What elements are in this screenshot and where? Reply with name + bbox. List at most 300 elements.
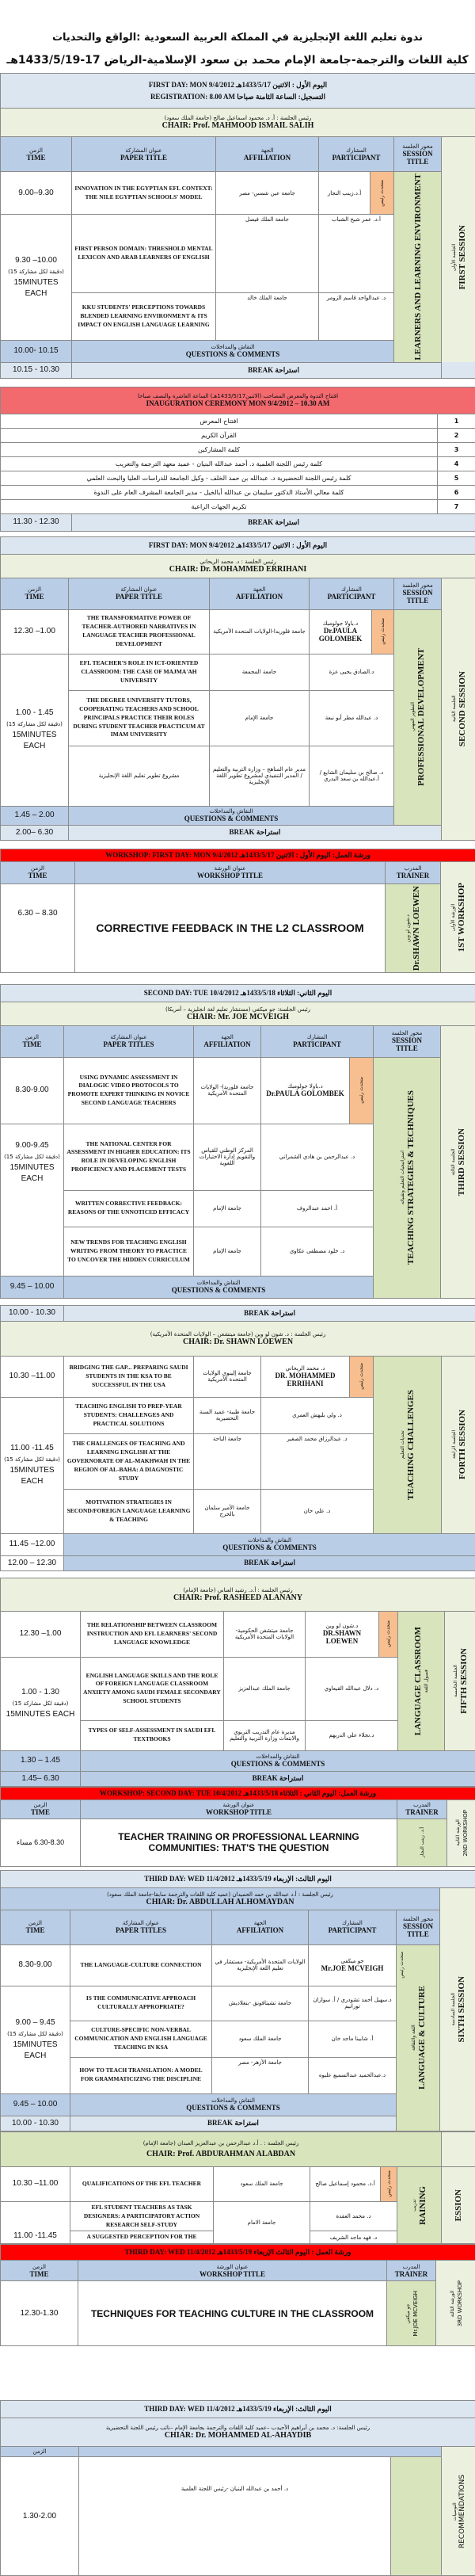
qc-time: 11.45 –12.00 <box>1 1533 64 1555</box>
part-header: PARTICIPANT <box>321 154 391 162</box>
paper-title: IS THE COMMUNICATIVE APPROACH CULTURALLY APPROPRIATE? <box>70 1986 212 2021</box>
qc-label-ar: النقاش والمداخلات <box>73 2097 393 2104</box>
day-line: FIRST DAY: MON 9/4/2012 اليوم الأول : الاثنين 1433/5/17هـ <box>1 536 475 554</box>
row-time: 10.30 –11.00 <box>1 1356 64 1397</box>
participant: DR. MOHAMMED ERRIHANI <box>264 1372 347 1387</box>
paper-title: USING DYNAMIC ASSESSMENT IN DIALOGIC VIDEO PROTOCOLS TO PROMOTE EXPERT THINKING IN NOVICE SECOND LANGUAGE TEACHERS <box>64 1057 194 1124</box>
participant: أ. احمد عبدالروف <box>261 1190 374 1227</box>
session-header-2: TITLE <box>397 158 439 166</box>
qc-label: QUESTIONS & COMMENTS <box>186 350 280 358</box>
paper-title: INNOVATION IN THE EGYPTIAN EFL CONTEXT: THE NILE EGYPTIAN SCHOOLS' MODEL <box>72 172 216 215</box>
trainer-ar: د.شون لو وين <box>405 914 411 942</box>
trainer: أ.د. زينب النجار <box>420 1827 425 1857</box>
workshop-banner: THIRD DAY: WED 11/4/2012 ورشة العمل : اليوم الثالث الإربعاء 1433/5/19هـ <box>1 2245 475 2261</box>
row-time: 1.00 - 1.45 <box>16 708 54 717</box>
recommendations-table <box>0 2400 475 2576</box>
qc-label: QUESTIONS & COMMENTS <box>222 1544 317 1551</box>
duration-note: 15MINUTES EACH <box>12 731 56 750</box>
duration-note-ar: (15 دقيقة لكل مشاركة) <box>4 1154 60 1160</box>
agenda-item <box>1 471 475 485</box>
qc-time: 10.00- 10.15 <box>1 340 72 362</box>
session-label: ESSION <box>454 2189 463 2221</box>
qc-label-ar: النقاش والمداخلات <box>71 808 391 815</box>
workshop-label-ar: الورشة الثانية <box>455 1820 461 1846</box>
participant: أ.د.زينب النجار <box>319 172 370 215</box>
participant-ar: د. محمد الريحاني <box>264 1365 347 1372</box>
break-time: 12.00 – 12.30 <box>1 1555 64 1570</box>
session-header-ar: محور الجلسة <box>376 1030 438 1036</box>
affiliation: جامعة تشيتاقونق -بنغلاديش <box>212 1986 309 2021</box>
participant: أ. شابينا ماجد خان <box>309 2021 397 2057</box>
paper-header: PAPER TITLES <box>73 1926 209 1934</box>
recommendations-label-ar: التوصيات <box>452 2502 458 2521</box>
paper-title: THE RELATIONSHIP BETWEEN CLASSROOM INSTRUCTION AND EFL LEARNERS' SECOND LANGUAGE KNOWLEDGE <box>81 1611 224 1657</box>
paper-title: A SUGGESTED PERCEPTION FOR THE <box>70 2231 214 2244</box>
break-label: BREAK استراحة <box>81 1771 475 1786</box>
paper-title: THE CHALLENGES OF TEACHING AND LEARNING ENGLISH AT THE GOVERNORATE OF AL-MAKHWAH IN THE REGION OF AL-BAHA: A DIAGNOSTIC STUDY <box>64 1433 194 1489</box>
affiliation: جامعة فلوريدا- الولايات المتحدة الأمريكية <box>194 1057 261 1124</box>
workshop-time: 6.30 – 8.30 <box>1 883 75 972</box>
paper-header: PAPER TITLE <box>71 593 207 601</box>
qc-label-ar: النقاش والمداخلات <box>66 1537 473 1544</box>
paper-title: WRITTEN CORRECTIVE FEEDBACK: REASONS OF THE UNNOTICED EFFICACY <box>64 1190 194 1227</box>
break-label: BREAK استراحة <box>69 825 442 840</box>
qc-label: QUESTIONS & COMMENTS <box>172 1286 266 1294</box>
agenda-item <box>1 485 475 499</box>
paper-title: THE DEGREE UNIVERSITY TUTORS, COOPERATING TEACHERS AND SCHOOL PRINCIPALS PRACTICE THEIR ROLES DURING STUDENT TEACHER PRACTICUM AT IMAM UNIVERSITY <box>69 690 210 746</box>
table-row <box>1 172 475 215</box>
affiliation: جامعة طيبة- عميد السنة التحضيرية <box>194 1397 261 1433</box>
chair-ar: رئيس الجلسة : أ.د عبدالله بن حمد الحميدان (عميد كلية اللغات والترجمة سابقا-جامعة الملك سعود) <box>3 1891 437 1898</box>
qc-label: QUESTIONS & COMMENTS <box>186 2104 280 2112</box>
keynote-badge: متحدث رئيس <box>359 1077 364 1104</box>
break-label: BREAK استراحة <box>64 1555 475 1570</box>
time-header: TIME <box>3 1040 61 1048</box>
agenda-text: كلمة المشاركين <box>1 442 438 456</box>
agenda-text: كلمة معالي الأستاذ الدكتور سليمان بن عبدالله أبالخيل - مدير الجامعة المشرف العام على الندوة <box>1 485 438 499</box>
affiliation: جامعة الإمام <box>210 690 310 746</box>
session-label-ar: الجلسة الخامسة <box>453 1665 458 1697</box>
paper-header-ar: عنوان المشاركة <box>71 586 207 593</box>
session-theme-ar: تحديات التعليم <box>400 1430 405 1459</box>
time-header-ar: الزمن <box>1 2447 79 2457</box>
affiliation: جامعة الأمير سلمان بالخرج <box>194 1489 261 1533</box>
agenda-number: 7 <box>438 499 475 513</box>
session-label-ar: الجلسة الثانية <box>451 696 457 723</box>
participant: د.نجلاء علي الدريهم <box>306 1720 398 1750</box>
trainer: Mr.JOE MCVEIGH <box>412 2291 419 2337</box>
workshop-label: 1ST WORKSHOP <box>457 883 466 952</box>
time-header-ar: الزمن <box>3 147 69 154</box>
ws-header: WORKSHOP TITLE <box>78 872 382 880</box>
agenda-number: 5 <box>438 471 475 485</box>
duration-note-ar: (15 دقيقة لكل مشاركة) <box>6 721 63 727</box>
session-6-table <box>0 1870 475 2131</box>
session-theme-ar: فصول اللغة <box>424 1670 429 1693</box>
day-line: THIRD DAY: WED 11/4/2012 اليوم الثالث: الإربعاء 1433/5/19هـ <box>1 1870 475 1887</box>
participant: أ.د. عمر شيخ الشباب <box>319 215 394 293</box>
chair-en: CHIAR: Dr. ABDULLAH ALHOMAYDAN <box>3 1898 437 1906</box>
session-label-ar: الجلسة الثالثة <box>450 1148 456 1175</box>
time-header: TIME <box>3 872 72 880</box>
qc-label-ar: النقاش والمداخلات <box>74 344 391 350</box>
aff-header-ar: الجهة <box>218 147 316 154</box>
agenda-text: كلمة رئيس اللجنة التحضيرية د. عبدالله بن حمد الخلف - وكيل الجامعة للدراسات العليا والبحث العلمي <box>1 471 438 485</box>
row-time: 12.30 –1.00 <box>1 609 69 654</box>
affiliation: جامعة المجمعة <box>210 654 310 690</box>
row-time: 8.30-9.00 <box>1 1944 70 1986</box>
paper-title: THE LANGUAGE-CULTURE CONNECTION <box>70 1944 212 1986</box>
paper-title: TYPES OF SELF-ASSESSMENT IN SAUDI EFL TEXTBOOKS <box>81 1720 224 1750</box>
ws-header: WORKSHOP TITLE <box>83 1808 394 1816</box>
part-header-ar: المشارك <box>264 1034 370 1040</box>
session-header: SESSION <box>397 589 439 597</box>
time-header-ar: الزمن <box>3 865 72 872</box>
recommendations-label: RECOMMENDATIONS <box>458 2475 466 2548</box>
keynote-badge: متحدث رئيس <box>399 1952 405 1979</box>
affiliation: المركز الوطني للقياس والتقويم إدارة الاختبارات اللغوية <box>194 1124 261 1190</box>
session-header-ar: محور الجلسة <box>397 143 439 150</box>
session-theme-ar: اللغة والثقافة <box>411 2025 416 2051</box>
workshop-1-table <box>0 849 475 973</box>
part-header-ar: المشارك <box>321 147 391 154</box>
agenda-text: افتتاح المعرض <box>1 414 438 428</box>
session-1-table <box>0 73 475 379</box>
qc-time: 1.30 – 1.45 <box>1 1750 81 1771</box>
trainer-header-ar: المدرب <box>400 1802 444 1808</box>
trainer: Dr.SHAWN LOEWEN <box>412 886 421 971</box>
agenda-item <box>1 499 475 513</box>
break-time: 2.00– 6.30 <box>1 825 69 840</box>
part-header: PARTICIPANT <box>312 593 391 601</box>
affiliation: مديرة عام التدريب التربوي والابتعاث وزارة التربية والتعليم <box>224 1720 306 1750</box>
affiliation: جامعة الأزهر- مصر <box>212 2057 309 2093</box>
recommendations-speaker: د. أحمد بن عبدالله البنيان -رئيس اللجنة العلمية <box>79 2457 391 2576</box>
keynote-badge: متحدث رئيس <box>386 1620 391 1647</box>
chair-ar: رئيس الجلسة : أ. د. محمود اسماعيل صالح (جامعة الملك سعود) <box>3 115 473 121</box>
qc-time: 9.45 – 10.00 <box>1 2093 70 2116</box>
chair-en: CHAIR: Prof. RASHEED ALANANY <box>3 1593 473 1602</box>
break-time: 1.45– 6.30 <box>1 1771 81 1786</box>
paper-title: TEACHING ENGLISH TO PREP-YEAR STUDENTS: CHALLENGES AND PRACTICAL SOLUTIONS <box>64 1397 194 1433</box>
row-time: 9.00-9.45 <box>15 1141 48 1150</box>
session-label: FORTH SESSION <box>458 1410 467 1479</box>
break-time: 10.00 - 10.30 <box>1 1305 64 1321</box>
participant: د.الصادق يحيى عزة <box>310 654 394 690</box>
participant-ar: د.باولا جولومبك <box>312 620 369 627</box>
participant: د. عبدالله مطر أبو نبعة <box>310 690 394 746</box>
table-row <box>1 1944 475 1986</box>
row-time: 9.00–9.30 <box>1 172 72 215</box>
agenda-number: 6 <box>438 485 475 499</box>
chair-ar: رئيس الجلسة : أ.د. رشيد العناني (جامعة الإمام) <box>3 1587 473 1593</box>
affiliation: جامعة الإمام <box>194 1227 261 1276</box>
session-header-2: TITLE <box>397 597 439 605</box>
agenda-item <box>1 414 475 428</box>
participant: د. علي خان <box>261 1489 374 1533</box>
workshop-banner: WORKSHOP: FIRST DAY: MON 9/4/2012 ورشة العمل: اليوم الأول : الاثنين 1433/5/17هـ <box>1 849 475 861</box>
workshop-label: 3RD WORKSHOP <box>457 2280 463 2326</box>
session-header: SESSION <box>397 150 439 158</box>
affiliation: جامعة فلوريدا-الولايات المتحدة الأمريكية <box>210 609 310 654</box>
paper-header: PAPER TITLES <box>66 1040 191 1048</box>
time-header-ar: الزمن <box>3 1802 78 1808</box>
aff-header-ar: الجهة <box>215 1920 306 1926</box>
session-label: SECOND SESSION <box>458 671 467 746</box>
affiliation: جامعة الإمام <box>194 1190 261 1227</box>
duration-note-ar: (15 دقيقة لكل مشاركة) <box>4 1456 60 1463</box>
participant: DR.SHAWN LOEWEN <box>308 1629 376 1645</box>
session-header-2: TITLE <box>399 1930 437 1938</box>
duration-note-ar: (15 دقيقة لكل مشاركة) <box>8 269 64 275</box>
duration-note: 15MINUTES EACH <box>6 1710 75 1719</box>
chair-en: CHAIR: Dr. MOHAMMED ERRIHANI <box>3 565 473 574</box>
session-theme: LANGUAGE CLASSROOM <box>413 1627 423 1735</box>
participant: د. خلود مصطفى عكاوي <box>261 1227 374 1276</box>
affiliation: جامعة الامام <box>214 2201 310 2244</box>
time-header: TIME <box>3 154 69 162</box>
duration-note: 15MINUTES EACH <box>10 1466 54 1486</box>
paper-header: PAPER TITLE <box>74 154 213 162</box>
workshop-label-ar: الورشة الأولى <box>450 903 456 930</box>
session-2-table <box>0 536 475 841</box>
session-theme: PROFESSIONAL DEVELOPMENT <box>416 648 426 786</box>
participant: د.سهيل أحمد تشودري / أ. سوازان تورانيم <box>309 1986 397 2021</box>
session-theme: LEARNERS AND LEARNING ENVIRONMENT <box>413 174 423 361</box>
part-header: PARTICIPANT <box>311 1926 393 1934</box>
affiliation: جامعة الملك عبدالعزيز <box>224 1657 306 1720</box>
workshop-2-table <box>0 1787 475 1867</box>
duration-note: 15MINUTES EACH <box>10 1163 54 1183</box>
qc-label-ar: النقاش والمداخلات <box>83 1754 473 1760</box>
trainer-header-ar: المدرب <box>388 865 438 872</box>
qc-label: QUESTIONS & COMMENTS <box>184 815 279 822</box>
recommendations-time: 1.30-2.00 <box>1 2457 79 2576</box>
table-row <box>1 1356 475 1397</box>
workshop-3-table <box>0 2244 475 2346</box>
chair-ar: رئيس الجلسة: جو ميكفي (مستشار تعليم لغة انجليزية – أمريكا) <box>3 1006 473 1013</box>
agenda-item <box>1 428 475 442</box>
paper-title: QUALIFICATIONS OF THE EFL TEACHER <box>70 2166 214 2201</box>
session-theme: TEACHING STRATEGIES & TECHNIQUES <box>406 1090 416 1265</box>
participant: Dr.PAULA GOLOMBEK <box>312 627 369 643</box>
time-header: TIME <box>3 593 66 601</box>
row-time: 11.00 -11.45 <box>10 1444 54 1452</box>
session-label: FIFTH SESSION <box>459 1648 469 1714</box>
trainer-ar: جو ميكفي <box>405 2303 411 2323</box>
chair-en: CHAIR: Prof. ABDURAHMAN ALABDAN <box>3 2150 439 2158</box>
trainer-header-ar: المدرب <box>390 2264 433 2270</box>
ws-header-ar: عنوان الورشة <box>83 1802 394 1808</box>
keynote-badge: متحدث رئيس <box>380 618 386 645</box>
participant: د. عبدالرحمن بن هادي الشمراني <box>261 1124 374 1190</box>
participant-ar: د.شون لو وين <box>308 1623 376 1629</box>
duration-note: 15MINUTES EACH <box>13 278 58 298</box>
paper-header-ar: عنوان المشاركة <box>74 147 213 154</box>
affiliation: جامعة الملك سعود <box>214 2166 310 2201</box>
agenda-text: تكريم الجهات الراعية <box>1 499 438 513</box>
inauguration-title: INAUGURATION CEREMONY MON 9/4/2012 – 10.30 AM <box>146 399 330 407</box>
paper-title: BRIDGING THE GAP... PREPARING SAUDI STUDENTS IN THE KSA TO BE SUCCESSFUL IN THE USA <box>64 1356 194 1397</box>
aff-header: AFFILIATION <box>196 1040 258 1048</box>
session-label-ar: الجلسة الأولى <box>451 243 457 271</box>
program-title: ندوة تعليم اللغة الإنجليزية في المملكة العربية السعودية :الواقع والتحديات <box>0 0 475 51</box>
ws-header: WORKSHOP TITLE <box>81 2270 384 2278</box>
row-time: 9.00 – 9.45 <box>15 2018 55 2027</box>
part-header: PARTICIPANT <box>264 1040 370 1048</box>
participant: د. ولي بليهش العمري <box>261 1397 374 1433</box>
participant: د. دلال عبدالله القيعاوي <box>306 1657 398 1720</box>
session-header: SESSION <box>399 1922 437 1930</box>
agenda-text: القرآن الكريم <box>1 428 438 442</box>
table-row <box>1 609 475 654</box>
agenda-item <box>1 442 475 456</box>
session-3-table <box>0 984 475 1299</box>
inauguration-title-ar: افتتاح الندوة والمعرض المصاحب (الاثنين1433/5/17هـ) الساعة العاشرة والنصف صباحا <box>3 393 473 399</box>
workshop-label: 2ND WORKSHOP <box>462 1810 469 1857</box>
participant: د. محمد العقدة <box>310 2201 397 2231</box>
chair-ar: رئيس الجلسة : . أ.د عبدالرحمن بن عبدالعزيز العبدان (جامعة الإمام) <box>3 2140 439 2147</box>
keynote-badge: متحدث رئيس <box>359 1363 364 1390</box>
paper-header-ar: عنوان المشاركة <box>66 1034 191 1040</box>
break-label: BREAK استراحة <box>64 1305 475 1321</box>
program-subtitle: كلية اللغات والترجمة-جامعة الإمام محمد بن سعود الإسلامية-الرياض 17-1433/5/19هـ <box>0 51 475 73</box>
paper-title: EFL TEACHER'S ROLE IN ICT-ORIENTED CLASSROOM: THE CASE OF MAJMA'AH UNIVERSITY <box>69 654 210 690</box>
session-theme-ar: استراتيجيات التعليم وتقنياته <box>400 1151 405 1204</box>
participant: د. فهد ماجد الشريف <box>310 2231 397 2244</box>
affiliation: جامعة ميتشغن الحكومية- الولايات المتحدة الأمريكية <box>224 1611 306 1657</box>
participant: أ.د. محمود إسماعيل صالح <box>310 2166 381 2201</box>
ws-header-ar: عنوان الورشة <box>81 2264 384 2270</box>
participant: Mr.JOE MCVEIGH <box>311 1964 393 1972</box>
session-label-ar: الجلسة الرابعة <box>451 1430 457 1459</box>
session-header-ar: محور الجلسة <box>397 582 439 589</box>
time-header: TIME <box>3 1926 67 1934</box>
participant-ar: جو ميكفي <box>311 1958 393 1964</box>
qc-label: QUESTIONS & COMMENTS <box>231 1760 325 1768</box>
paper-title: CULTURE-SPECIFIC NON-VERBAL COMMUNICATION AND ENGLISH LANGUAGE TEACHING IN KSA <box>70 2021 212 2057</box>
trainer-header: TRAINER <box>388 872 438 880</box>
break-time: 10.00 - 10.30 <box>1 2116 70 2131</box>
paper-title: THE TRANSFORMATIVE POWER OF TEACHER-AUTHORED NARRATIVES IN LANGUAGE TEACHER PROFESSIONAL DEVELOPMENT <box>69 609 210 654</box>
session-label: THIRD SESSION <box>457 1128 466 1196</box>
aff-header: AFFILIATION <box>215 1926 306 1934</box>
row-time: 1.00 - 1.30 <box>21 1688 59 1696</box>
chair-ar: رئيس الجلسة : د. شون لو وين (جامعة ميتشغن – الولايات المتحدة الأمريكية) <box>3 1331 473 1338</box>
agenda-item <box>1 456 475 471</box>
break-time: 11.30 - 12.30 <box>1 513 72 531</box>
session-theme-ar: تدريب <box>412 2199 417 2211</box>
paper-title: FIRST PERSON DOMAIN: THRESHOLD MENTAL LEXICON AND ARAB LEARNERS OF ENGLISH <box>72 215 216 293</box>
ws-header-ar: عنوان الورشة <box>78 865 382 872</box>
paper-title: NEW TRENDS FOR TEACHING ENGLISH WRITING FROM THEORY TO PRACTICE TO UNCOVER THE HIDDEN CURRICULUM <box>64 1227 194 1276</box>
participant: د. صالح بن سليمان الشايع / أ.عبدالله بن سعد البدري <box>310 746 394 806</box>
participant: د. عبدالرزاق محمد الصغير <box>261 1433 374 1489</box>
table-row <box>1 2166 475 2201</box>
workshop-title: TEACHER TRAINING OR PROFESSIONAL LEARNING COMMUNITIES: THAT'S THE QUESTION <box>81 1818 397 1866</box>
paper-title: ENGLISH LANGUAGE SKILLS AND THE ROLE OF FOREIGN LANGUAGE CLASSROOM ANXIETY AMONG SAUDI FEMALE SECONDARY SCHOOL STUDENTS <box>81 1657 224 1720</box>
qc-time: 9.45 – 10.00 <box>1 1276 64 1298</box>
session-header-ar: محور الجلسة <box>399 1916 437 1922</box>
affiliation: جامعة عين شمس- مصر <box>216 172 319 215</box>
time-header: TIME <box>3 2270 75 2278</box>
inauguration-table <box>0 387 475 532</box>
break-label: BREAK استراحة <box>72 513 475 531</box>
agenda-number: 4 <box>438 456 475 471</box>
row-time: 9.30 –10.00 <box>15 256 57 265</box>
workshop-label-ar: الورشة الثالثة <box>450 2290 455 2317</box>
part-header-ar: المشارك <box>311 1920 393 1926</box>
registration-line: REGISTRATION: 8.00 AM التسجيل: الساعة الثامنة صباحا <box>3 93 473 101</box>
session-header: SESSION <box>376 1036 438 1044</box>
affiliation: جامعة الباحة <box>194 1433 261 1489</box>
duration-note-ar: (15 دقيقة لكل مشاركة) <box>7 2031 63 2037</box>
row-time: 8.30-9.00 <box>1 1057 64 1124</box>
paper-title: MOTIVATION STRATEGIES IN SECOND/FOREIGN LANGUAGE LEARNING & TEACHING <box>64 1489 194 1533</box>
time-header-ar: الزمن <box>3 1920 67 1926</box>
affiliation: الولايات المتحدة الأمريكية- مستشار في تعليم اللغة الإنجليزية <box>212 1944 309 1986</box>
session-4-table <box>0 1305 475 1571</box>
day-line: FIRST DAY: MON 9/4/2012 اليوم الأول : الاثنين 1433/5/17هـ <box>3 81 473 90</box>
time-header: TIME <box>3 1808 78 1816</box>
time-header-ar: الزمن <box>3 586 66 593</box>
session-7-table <box>0 2131 475 2245</box>
affiliation: جامعة الملك سعود <box>212 2021 309 2057</box>
agenda-number: 3 <box>438 442 475 456</box>
participant: Dr.PAULA GOLOMBEK <box>264 1090 347 1097</box>
session-theme: LANGUAGE & CULTURE <box>417 1986 427 2089</box>
aff-header-ar: الجهة <box>196 1034 258 1040</box>
aff-header: AFFILIATION <box>218 154 316 162</box>
session-header-2: TITLE <box>376 1044 438 1052</box>
paper-title: THE NATIONAL CENTER FOR ASSESSMENT IN HIGHER EDUCATION: ITS ROLE IN DEVELOPING ENGLISH PROFICIENCY AND PLACEMENT TESTS <box>64 1124 194 1190</box>
participant: د.عبدالحميد عبدالسميع عليوه <box>309 2057 397 2093</box>
chair-en: CHAIR: Mr. JOE MCVEIGH <box>3 1013 473 1021</box>
chair-en: CHIAR: Dr. MOHAMMED AL-AHAYDIB <box>3 2431 473 2440</box>
session-theme-ar: التطوير المهني <box>410 703 416 732</box>
table-row <box>1 1611 475 1657</box>
row-time: 11.00 -11.45 <box>1 2201 70 2244</box>
row-time: 12.30 –1.00 <box>1 1611 81 1657</box>
paper-title: HOW TO TEACH TRANSLATION: A MODEL FOR GRAMMATICIZING THE DISCIPLINE <box>70 2057 212 2093</box>
affiliation: جامعة إلينوي الولايات المتحدة الأمريكية <box>194 1356 261 1397</box>
affiliation: مدير عام المناهج – وزارة التربية والتعليم / المدير التنفيذي لمشروع تطوير اللغة الإنجليزية <box>210 746 310 806</box>
chair-ar: رئيس الجلسة: د. محمد بن أبراهيم الأحيدب –عميد كلية اللغات والترجمة بجامعة الإمام –نائب رئيس اللجنة التحضيرية <box>3 2425 473 2431</box>
participant: د. عبدالواحد قاسم الزومر <box>319 292 394 340</box>
day-line: THIRD DAY: WED 11/4/2012 اليوم الثالث: الإربعاء 1433/5/19هـ <box>1 2401 475 2418</box>
agenda-number: 1 <box>438 414 475 428</box>
paper-title: مشروع تطوير تعليم اللغة الإنجليزية <box>69 746 210 806</box>
row-time: 10.30 –11.00 <box>1 2166 70 2201</box>
chair-ar: رئيس الجلسة : د. محمد الريحاني <box>3 559 473 565</box>
session-5-table <box>0 1578 475 1787</box>
workshop-title: CORRECTIVE FEEDBACK IN THE L2 CLASSROOM <box>75 883 386 972</box>
participant-ar: د.باولا جولومبك <box>264 1083 347 1090</box>
qc-time: 1.45 – 2.00 <box>1 806 69 825</box>
break-time: 10.15 - 10.30 <box>1 362 72 378</box>
workshop-banner: WORKSHOP: SECOND DAY: TUE 10/4/2012 ورشة العمل: اليوم الثاني : الثلاثاء 1433/5/18هـ <box>1 1787 475 1799</box>
part-header-ar: المشارك <box>312 586 391 593</box>
paper-header-ar: عنوان المشاركة <box>73 1920 209 1926</box>
duration-note: 15MINUTES EACH <box>13 2040 57 2060</box>
table-row <box>1 1057 475 1124</box>
workshop-time: 12.30-1.30 <box>1 2281 78 2346</box>
duration-note-ar: (15 دقيقة لكل مشاركة) <box>13 1700 69 1707</box>
day-line: SECOND DAY: TUE 10/4/2012 اليوم الثاني: الثلاثاء 1433/5/18هـ <box>1 984 475 1002</box>
agenda-number: 2 <box>438 428 475 442</box>
trainer-header: TRAINER <box>390 2270 433 2278</box>
time-header-ar: الزمن <box>3 2264 75 2270</box>
